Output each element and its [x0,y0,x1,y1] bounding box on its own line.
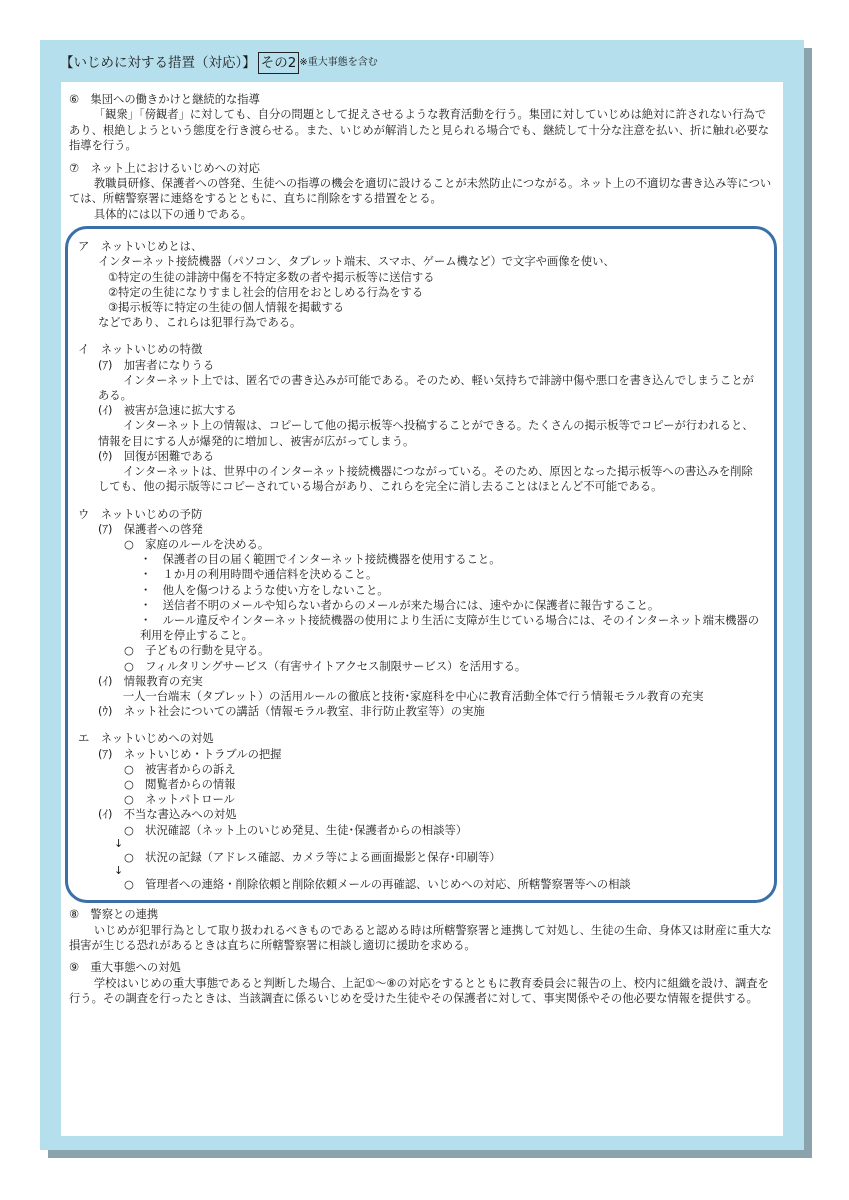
section-9-body: 学校はいじめの重大事態であると判断した場合、上記①～⑧の対応をするとともに教育委員会に報告の上、校内に組織を設け、調査を行う。その調査を行ったときは、当該調査に係るいじめを受けた生徒やその保護者に対して、事実関係やその他必要な情報を提供する。 [69,976,769,1006]
box-i-p1: (ｱ) 加害者になりうる [98,358,215,372]
box-i-p3-body: インターネットは、世界中のインターネット接続機器につながっている。そのため、原因となった掲示板等への書込みを削除しても、他の掲示版等にコピーされている場合があり、これらを完全に消し去ることはほとんど不可能である。 [98,465,753,494]
box-u-p3: (ｳ) ネット社会についての講話（情報モラル教室、非行防止教室等）の実施 [98,705,485,719]
box-a-item2: ②特定の生徒になりすまし社会的信用をおとしめる行為をする [108,285,424,299]
section-9-heading: ⑨ 重大事態への対処 [69,961,181,975]
down-arrow-icon: ↓ [114,836,124,850]
box-e-heading: エ ネットいじめへの対処 [78,732,214,746]
section-8-body: いじめが犯罪行為として取り扱われるべきものであると認める時は所轄警察署と連携して対処し、生徒の生命、身体又は財産に重大な損害が生じる恐れがあるときは直ちに所轄警察署に相談し適切に援助を求める。 [69,923,772,952]
box-i-p2-body: インターネット上の情報は、コピーして他の掲示板等へ投稿することができる。たくさんの掲示板等でコピーが行われると、情報を目にする人が爆発的に増加し、被害が広がってしまう。 [98,419,754,448]
section-7-body2: 具体的には以下の通りである。 [93,207,253,221]
box-u-p2: (ｲ) 情報教育の充実 [98,674,203,688]
section-6 [69,92,777,154]
box-a-item3: ③掲示板等に特定の生徒の個人情報を掲載する [108,301,345,315]
document-page [61,82,783,1136]
section-8 [69,907,777,953]
box-e-o1: ○ 被害者からの訴え [124,762,236,776]
section-7-heading: ⑦ ネット上におけるいじめへの対応 [69,161,260,175]
box-u-p2-body: 一人一台端末（タブレット）の活用ルールの徹底と技術･家庭科を中心に教育活動全体で行う情報モラル教育の充実 [122,689,704,703]
box-i-heading: イ ネットいじめの特徴 [78,343,203,357]
box-i-p2: (ｲ) 被害が急速に拡大する [98,404,237,418]
box-e-o2: ○ 閲覧者からの情報 [124,777,236,791]
box-u-b3: ・ 他人を傷つけるような使い方をしないこと。 [140,583,389,597]
box-a-heading: ア ネットいじめとは、 [78,240,203,254]
box-e-step3: ○ 管理者への連絡・削除依頼と削除依頼メールの再確認、いじめへの対応、所轄警察署等への相談 [124,877,631,891]
header-badge: その2 [258,52,300,74]
box-u-p1: (ｱ) 保護者への啓発 [98,522,203,536]
header-note: ※重大事態を含む [299,57,378,68]
box-e-o3: ○ ネットパトロール [124,793,235,807]
box-u-b4: ・ 送信者不明のメールや知らない者からのメールが来た場合には、速やかに保護者に報告すること。 [140,598,660,612]
down-arrow-icon: ↓ [114,863,124,877]
section-8-heading: ⑧ 警察との連携 [69,908,159,922]
box-u-o1: ○ 家庭のルールを決める。 [124,537,270,551]
page-header [60,51,378,75]
section-7-body: 教職員研修、保護者への啓発、生徒への指導の機会を適切に設けることが未然防止につながる。ネット上の不適切な書き込み等については、所轄警察署に連絡をするとともに、直ちに削除をする措置をとる。 [69,177,772,206]
box-u-b2: ・ １か月の利用時間や通信料を決めること。 [140,568,378,582]
section-7 [69,161,777,223]
box-u-o2: ○ 子どもの行動を見守る。 [124,644,270,658]
box-u-b1: ・ 保護者の目の届く範囲でインターネット接続機器を使用すること。 [140,553,501,567]
net-bullying-box [65,226,777,903]
box-a-item1: ①特定の生徒の誹謗中傷を不特定多数の者や掲示板等に送信する [108,270,435,284]
section-9 [69,960,777,1006]
section-6-heading: ⑥ 集団への働きかけと継続的な指導 [69,93,260,106]
section-6-body: 「観衆」「傍観者」に対しても、自分の問題として捉えさせるような教育活動を行う。集団に対していじめは絶対に許されない行為であり、根絶しようという態度を行き渡らせる。また、いじめが解消したと見られる場合でも、継続して十分な注意を払い、折に触れ必要な指導を行う。 [69,108,770,153]
header-title: 【いじめに対する措置（対応）】 [60,55,256,71]
box-u-heading: ウ ネットいじめの予防 [78,507,203,521]
box-e-p2: (ｲ) 不当な書込みへの対処 [98,808,237,822]
box-i-p3: (ｳ) 回復が困難である [98,449,215,463]
box-u-o3: ○ フィルタリングサービス（有害サイトアクセス制限サービス）を活用する。 [124,659,527,673]
box-u-b5: ・ ルール違反やインターネット接続機器の使用により生活に支障が生じている場合には、そのインターネット端末機器の利用を停止すること。 [140,613,760,643]
box-e-p1: (ｱ) ネットいじめ・トラブルの把握 [98,747,282,761]
box-a-end: などであり、これらは犯罪行為である。 [98,316,302,330]
box-i-p1-body: インターネット上では、匿名での書き込みが可能である。そのため、軽い気持ちで誹謗中傷や悪口を書き込んでしまうことがある。 [98,373,754,403]
box-a-line1: インターネット接続機器（パソコン、タブレット端末、スマホ、ゲーム機など）で文字や画像を使い、 [98,255,615,269]
box-e-step1: ○ 状況確認（ネット上のいじめ発見、生徒･保護者からの相談等） [124,823,468,837]
box-e-step2: ○ 状況の記録（アドレス確認、カメラ等による画面撮影と保存･印刷等） [124,850,501,864]
